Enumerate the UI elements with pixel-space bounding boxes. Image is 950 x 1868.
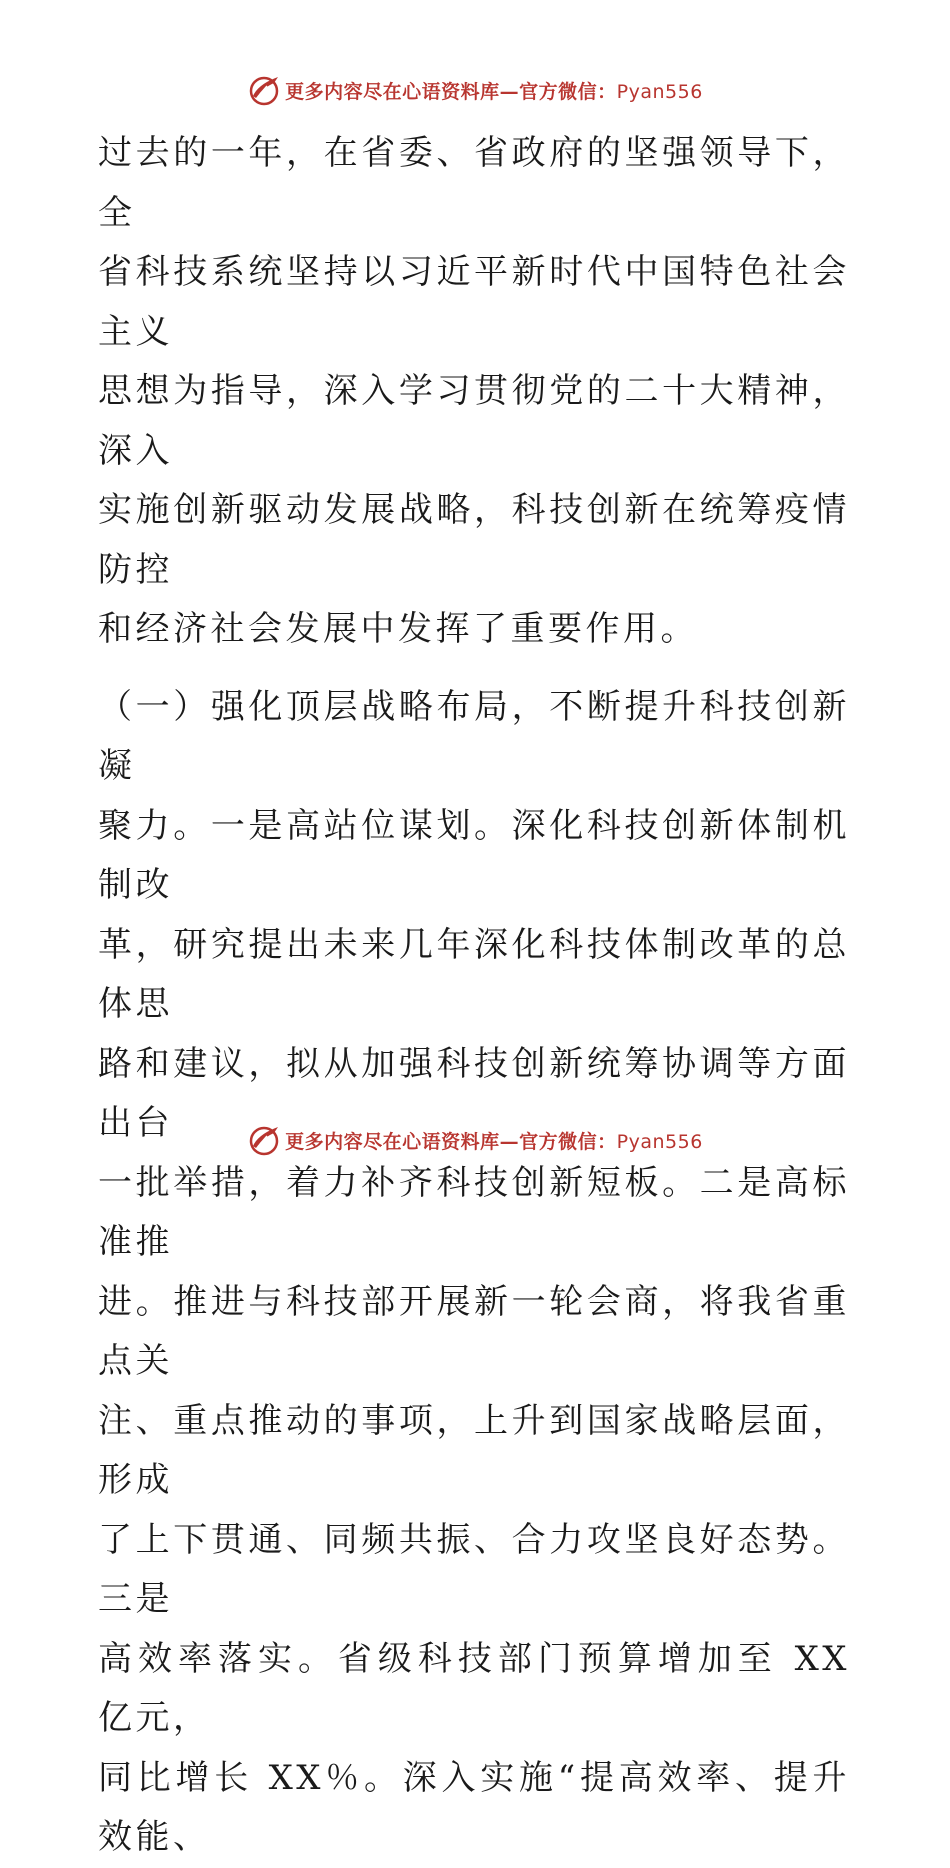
paragraph-spacer bbox=[98, 660, 850, 678]
pen-circle-logo-icon bbox=[247, 1123, 281, 1157]
header-banner bbox=[0, 70, 950, 110]
text-line: 注、重点推动的事项，上升到国家战略层面，形成 bbox=[98, 1400, 850, 1500]
footer-banner bbox=[0, 1120, 950, 1160]
text-line: 路和建议，拟从加强科技创新统筹协调等方面出台 bbox=[98, 1043, 850, 1143]
text-line: 实施创新驱动发展战略，科技创新在统筹疫情防控 bbox=[98, 490, 850, 590]
pen-circle-logo-icon bbox=[247, 73, 281, 107]
banner-text-cn: 更多内容尽在心语资料库—官方微信： bbox=[285, 1130, 617, 1153]
text-line: 过去的一年，在省委、省政府的坚强领导下，全 bbox=[98, 133, 850, 233]
banner-text bbox=[285, 1127, 703, 1154]
banner-wechat-id: Pyan556 bbox=[616, 1130, 703, 1153]
paragraph-intro bbox=[98, 124, 850, 660]
text-line: 革，研究提出未来几年深化科技体制改革的总体思 bbox=[98, 924, 850, 1024]
text-line: 一批举措，着力补齐科技创新短板。二是高标准推 bbox=[98, 1162, 850, 1262]
text-line: （一）强化顶层战略布局，不断提升科技创新凝 bbox=[98, 686, 850, 786]
banner-wechat-id: Pyan556 bbox=[616, 80, 703, 103]
text-line: 和经济社会发展中发挥了重要作用。 bbox=[98, 609, 698, 649]
text-line: 同比增长 XX％。深入实施“提高效率、提升效能、 bbox=[98, 1757, 850, 1857]
banner-text-cn: 更多内容尽在心语资料库—官方微信： bbox=[285, 80, 617, 103]
text-line: 了上下贯通、同频共振、合力攻坚良好态势。三是 bbox=[98, 1519, 850, 1619]
text-line: 聚力。一是高站位谋划。深化科技创新体制机制改 bbox=[98, 805, 850, 905]
text-line: 进。推进与科技部开展新一轮会商，将我省重点关 bbox=[98, 1281, 850, 1381]
text-line: 高效率落实。省级科技部门预算增加至 XX 亿元， bbox=[98, 1638, 850, 1738]
document-body bbox=[98, 124, 850, 1868]
text-line: 思想为指导，深入学习贯彻党的二十大精神，深入 bbox=[98, 371, 850, 471]
banner-text bbox=[285, 77, 703, 104]
text-line: 省科技系统坚持以习近平新时代中国特色社会主义 bbox=[98, 252, 850, 352]
paragraph-section-one bbox=[98, 678, 850, 1868]
